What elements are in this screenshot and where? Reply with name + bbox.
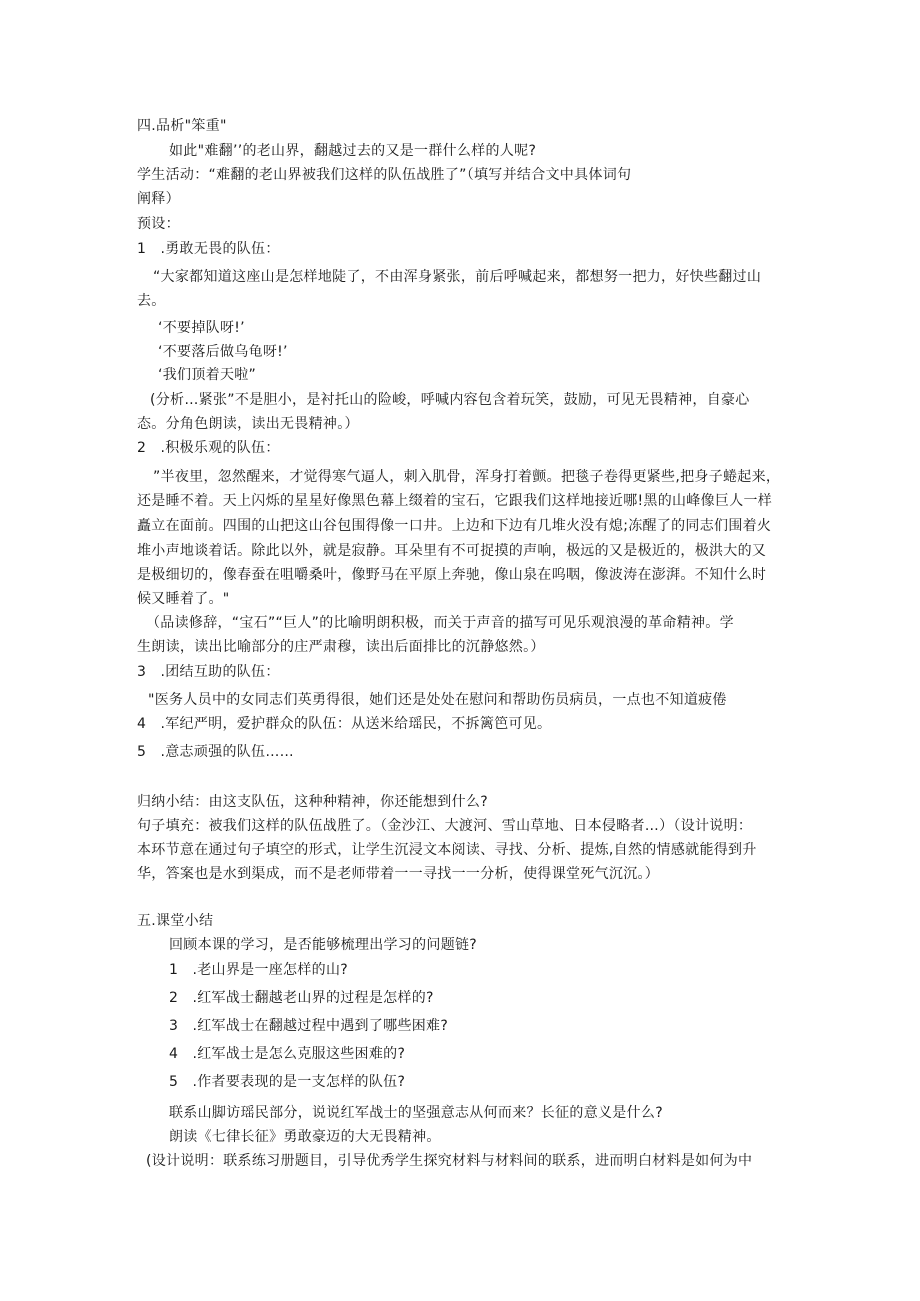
paragraph-line: 联系山脚访瑶民部分，说说红军战士的坚强意志从何而来？长征的意义是什么? — [169, 1105, 663, 1121]
summary-line: 华，答案也是水到渠成，而不是老师带着一一寻找一一分析，使得课堂死气沉沉。） — [137, 866, 660, 882]
analysis-line: 态。分角色朗读，读出无畏精神。） — [137, 416, 359, 432]
analysis-line: (分析…紧张”不是胆小，是衬托山的险峻，呼喊内容包含着玩笑，鼓励，可见无畏精神，自豪心 — [150, 392, 750, 408]
quote-line: ‘我们顶着天啦” — [158, 367, 257, 383]
paragraph-line: 学生活动：“难翻的老山界被我们这样的队伍战胜了”（填写并结合文中具体词句 — [137, 167, 632, 183]
summary-line: 本环节意在通过句子填空的形式，让学生沉浸文本阅读、寻找、分析、提炼,自然的情感就能得到升 — [137, 842, 757, 858]
quote-line: 去。 — [137, 293, 166, 309]
quote-line: 还是睡不着。天上闪烁的星星好像黑色幕上缀着的宝石，它跟我们这样地接近哪!黑的山峰像巨人一样 — [137, 493, 773, 509]
list-item: 1 .勇敢无畏的队伍： — [137, 241, 280, 257]
design-note-line: (设计说明：联系练习册题目，引导优秀学生探究材料与材料间的联系，进而明白材料是如何为中 — [146, 1153, 753, 1169]
section-heading-5: 五.课堂小结 — [137, 913, 214, 929]
paragraph-line: 朗读《七律长征》勇敢豪迈的大无畏精神。 — [169, 1129, 441, 1145]
question-item: 1 .老山界是一座怎样的山? — [169, 962, 348, 978]
analysis-line: 生朗读，读出比喻部分的庄严肃穆，读出后面排比的沉静悠然。） — [137, 639, 545, 655]
quote-line: 是极细切的，像春蚕在咀嚼桑叶，像野马在平原上奔驰，像山泉在呜咽，像波涛在澎湃。不知什么时 — [137, 567, 767, 583]
paragraph-line: 如此"难翻’’的老山界，翻越过去的又是一群什么样的人呢? — [169, 143, 537, 159]
question-item: 3 .红军战士在翻越过程中遇到了哪些困难? — [169, 1018, 449, 1034]
list-item: 5 .意志顽强的队伍…… — [137, 744, 294, 760]
paragraph-line: 阐释） — [137, 191, 180, 207]
list-item: 3 .团结互助的队伍： — [137, 664, 280, 680]
question-item: 2 .红军战士翻越老山界的过程是怎样的? — [169, 990, 434, 1006]
summary-line: 归纳小结：由这支队伍，这种种精神，你还能想到什么? — [137, 794, 488, 810]
question-item: 5 .作者要表现的是一支怎样的队伍? — [169, 1074, 406, 1090]
quote-line: 候又睡着了。" — [137, 591, 230, 607]
quote-line: “大家都知道这座山是怎样地陡了，不由浑身紧张，前后呼喊起来，都想努一把力，好快些翻过山 — [153, 269, 762, 285]
paragraph-line: 回顾本课的学习，是否能够梳理出学习的问题链? — [169, 937, 478, 953]
section-heading-4: 四.品析"笨重" — [137, 118, 227, 134]
quote-line: ‘不要落后做乌龟呀!’ — [158, 344, 288, 360]
quote-line: 矗立在面前。四围的山把这山谷包围得像一口井。上边和下边有几堆火没有熄;冻醒了的同志们围着火 — [137, 518, 772, 534]
analysis-line: （品读修辞，“宝石”“巨人”的比喻明朗积极，而关于声音的描写可见乐观浪漫的革命精神。学 — [146, 615, 734, 631]
quote-line: "医务人员中的女同志们英勇得很，她们还是处处在慰问和帮助伤员病员，一点也不知道疲倦 — [148, 692, 727, 708]
quote-line: ”半夜里，忽然醒来，才觉得寒气逼人，刺入肌骨，浑身打着颤。把毯子卷得更紧些,把身子蜷起来， — [153, 469, 781, 485]
list-item: 2 .积极乐观的队伍： — [137, 440, 280, 456]
quote-line: ‘不要掉队呀!’ — [158, 320, 245, 336]
paragraph-line: 预设： — [137, 216, 180, 232]
list-item: 4 .军纪严明，爱护群众的队伍：从送米给瑶民，不拆篱笆可见。 — [137, 716, 552, 732]
quote-line: 堆小声地谈着话。除此以外，就是寂静。耳朵里有不可捉摸的声响，极远的又是极近的，极洪大的又 — [137, 543, 767, 559]
question-item: 4 .红军战士是怎么克服这些困难的? — [169, 1046, 406, 1062]
summary-line: 句子填充：被我们这样的队伍战胜了。（金沙江、大渡河、雪山草地、日本侵略者…）（设计说明： — [137, 818, 753, 834]
